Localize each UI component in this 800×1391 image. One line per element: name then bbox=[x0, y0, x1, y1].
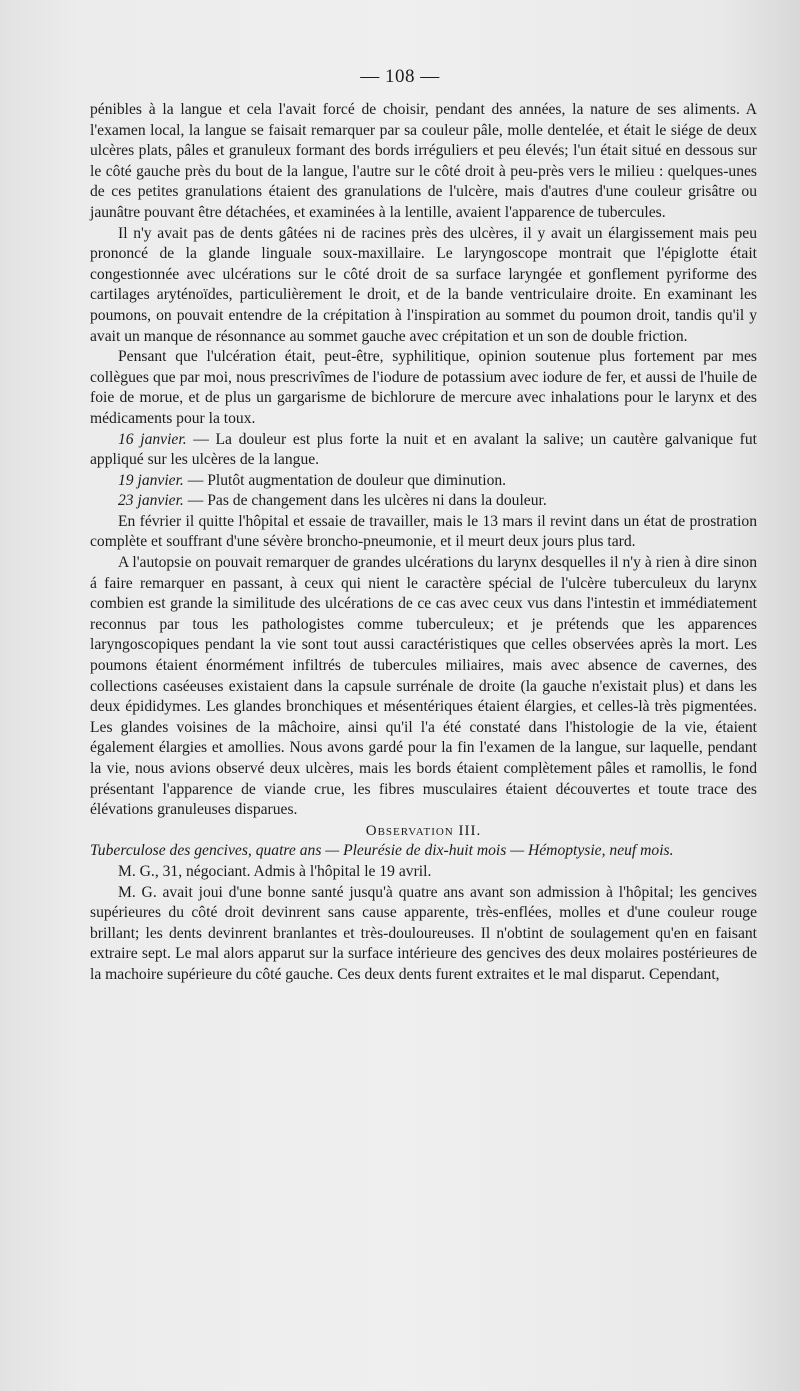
body-text bbox=[90, 100, 757, 986]
paragraph: M. G. avait joui d'une bonne santé jusqu'à quatre ans avant son admission à l'hôpital; les gencives supérieures du côté droit devinrent sans cause apparente, très-enflées, molles et d'une couleur rouge brillant; les dents devinrent branlantes et très-douloureuses. Il n'obtint de soulagement qu'en en faisant extraire sept. Le mal alors apparut sur la surface intérieure des gencives des deux molaires postérieures de la machoire supérieure du côté gauche. Ces deux dents furent extraites et le mal disparut. Cependant, bbox=[90, 883, 757, 983]
journal-entry bbox=[90, 491, 757, 512]
paragraph-continued: pénibles à la langue et cela l'avait forcé de choisir, pendant des années, la nature de ses aliments. A l'examen local, la langue se faisait remarquer par sa couleur pâle, molle dentelée, et était le siége de deux ulcères plats, pâles et granuleux formant des bords irréguliers et peu élevés; l'un était situé en dessous sur le côté gauche près du bout de la langue, l'autre sur le côté droit à peu-près vers le milieu : quelques-unes de ces petites granulations étaient des granulations de l'ulcère, mais d'autres d'une couleur grisâtre ou jaunâtre pouvant être détachées, et examinées à la lentille, avaient l'apparence de tubercules. bbox=[90, 101, 757, 221]
paragraph: A l'autopsie on pouvait remarquer de grandes ulcérations du larynx desquelles il n'y à rien à dire sinon á faire remarquer en passant, à ceux qui nient le caractère spécial de l'ulcère tuberculeux du larynx combien est grande la similitude des ulcérations de ce cas avec ceux vus dans l'intestin et immédiatement reconnus par tous les pathologistes comme tuberculeux; et je prétends que les apparences laryngoscopiques pendant la vie sont tout aussi caractéristiques que celles observées après la mort. Les poumons étaient énormément infiltrés de tubercules miliaires, mais avec absence de cavernes, des collections caséeuses existaient dans la capsule surrénale de droite (la gauche n'existait plus) et dans les deux épididymes. Les glandes bronchiques et mésentériques étaient élargies, et celles-là très pigmentées. Les glandes voisines de la mâchoire, ainsi qu'il l'a été constaté dans l'histologie de la vie, étaient également élargies et amollies. Nous avons gardé pour la fin l'examen de la langue, sur laquelle, pendant la vie, nous avions observé deux ulcères, mais les bords étaient complètement pâles et ramollis, le fond présentant l'apparence de viande crue, les fibres musculaires étaient découvertes et toute trace des élévations granuleuses disparues. bbox=[90, 554, 757, 819]
page-number: — 108 — bbox=[360, 66, 440, 87]
journal-entry bbox=[90, 471, 757, 492]
paragraph: Pensant que l'ulcération était, peut-être, syphilitique, opinion soutenue plus fortement par mes collègues que par moi, nous prescrivîmes de l'iodure de potassium avec iodure de fer, et aussi de l'huile de foie de morue, et de plus un gargarisme de bichlorure de mercure avec inhalations pour le larynx et des médicaments pour la toux. bbox=[90, 348, 757, 427]
journal-date: 19 janvier. bbox=[118, 471, 184, 489]
observation-subtitle: Tuberculose des gencives, quatre ans — Pleurésie de dix-huit mois — Hémoptysie, neuf mois. bbox=[90, 842, 674, 860]
observation-heading: Observation III. bbox=[365, 822, 482, 839]
journal-date: 16 janvier. bbox=[118, 430, 187, 448]
paragraph: En février il quitte l'hôpital et essaie de travailler, mais le 13 mars il revint dans un état de prostration complète et souffrant d'une sévère broncho-pneumonie, et il meurt deux jours plus tard. bbox=[90, 512, 757, 551]
journal-entry bbox=[90, 430, 757, 471]
journal-text: — Plutôt augmentation de douleur que diminution. bbox=[183, 471, 507, 489]
journal-text: — Pas de changement dans les ulcères ni dans la douleur. bbox=[183, 492, 547, 510]
paragraph: M. G., 31, négociant. Admis à l'hôpital le 19 avril. bbox=[118, 862, 432, 880]
journal-date: 23 janvier. bbox=[118, 492, 184, 510]
journal-text: — La douleur est plus forte la nuit et en avalant la salive; un cautère galvanique fut appliqué sur les ulcères de la langue. bbox=[90, 430, 757, 469]
paragraph: Il n'y avait pas de dents gâtées ni de racines près des ulcères, il y avait un élargissement mais peu prononcé de la glande linguale soux-maxillaire. Le laryngoscope montrait que l'épiglotte était congestionnée avec ulcérations sur le côté droit de sa surface laryngée et gonflement pyriforme des cartilages aryténoïdes, particulièrement le droit, et de la bande ventriculaire droite. En examinant les poumons, on pouvait entendre de la crépitation à l'inspiration au sommet du poumon droit, tandis qu'il y avait un manque de résonnance au sommet gauche avec crépitation et un son de double friction. bbox=[90, 224, 757, 345]
